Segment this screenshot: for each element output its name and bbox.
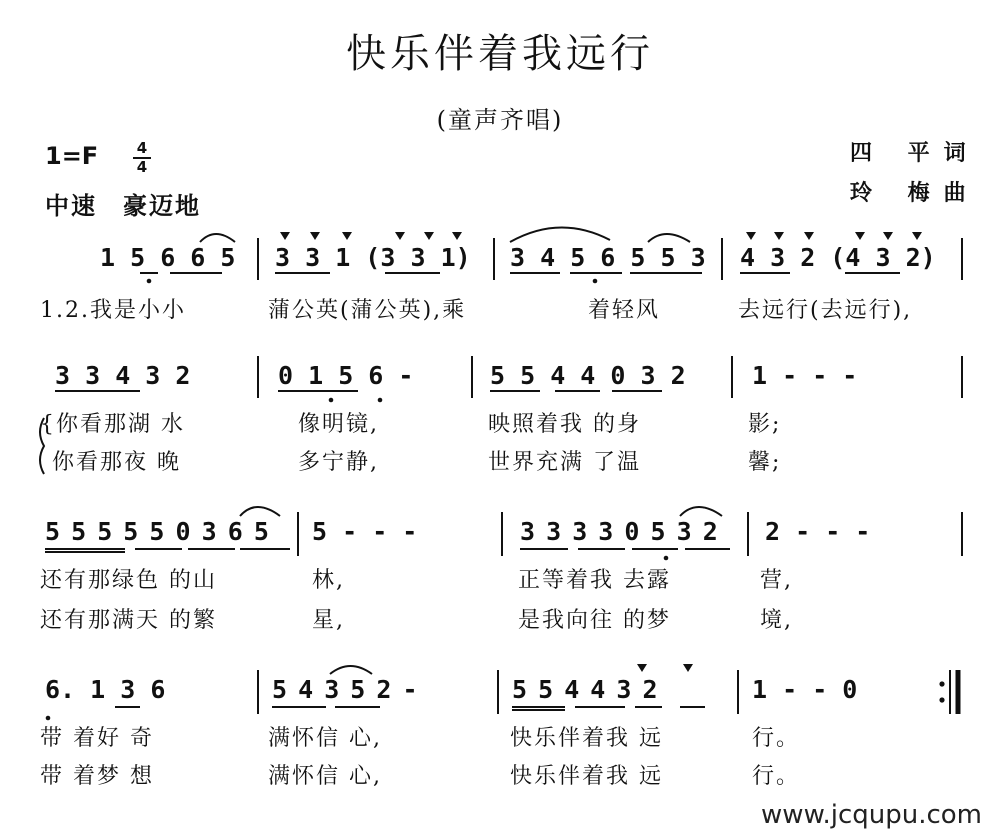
- lyric-line: 带 着好 奇: [40, 726, 154, 751]
- measure-11: 3 3 3 3 0 5 3 2: [520, 517, 716, 546]
- time-signature-top: 4: [136, 139, 148, 157]
- lyric-line: 境,: [760, 608, 793, 633]
- lyric-line: 满怀信 心,: [268, 764, 382, 789]
- lyric-line: 行。: [752, 764, 801, 789]
- tempo-marking: 中速 豪迈地: [45, 191, 201, 220]
- lyric-line: 快乐伴着我 远: [510, 764, 663, 789]
- notation-row-2: [0, 356, 1000, 396]
- lyric-line: 1.2.我是小小: [40, 298, 186, 323]
- time-signature-bottom: 4: [136, 158, 148, 176]
- measure-7: 5 5 4 4 0 3 2: [490, 361, 686, 390]
- lyric-line: 带 着梦 想: [40, 764, 154, 789]
- measure-5: 3 3 4 3 2: [55, 361, 191, 390]
- measure-4: 4 3 2 (4 3 2): [740, 243, 936, 272]
- lyric-line: 正等着我 去露: [518, 568, 671, 593]
- lyric-line: 林,: [312, 568, 345, 593]
- measure-8: 1 - - -: [752, 361, 858, 390]
- measure-3: 3 4 5 6 5 5 3: [510, 243, 706, 272]
- lyric-line: {你看那湖 水: [40, 412, 185, 437]
- measure-2: 3 3 1 (3 3 1): [275, 243, 471, 272]
- measure-14: 5 4 3 5 2 -: [272, 675, 416, 704]
- notation-row-4: [0, 670, 1000, 710]
- composer-credit: 玲 梅曲: [850, 180, 980, 206]
- lyric-line: 多宁静,: [298, 450, 379, 475]
- measure-15: 5 5 4 4 3 2: [512, 675, 656, 704]
- lyric-line: 像明镜,: [298, 412, 379, 437]
- measure-6: 0 1 5 6 -: [278, 361, 414, 390]
- lyric-line: 你看那夜 晚: [52, 450, 181, 475]
- measure-12: 2 - - -: [765, 517, 871, 546]
- measure-13: 6. 1 3 6: [45, 675, 166, 704]
- time-signature: [133, 141, 151, 175]
- notation-row-3: [0, 512, 1000, 552]
- measure-9: 5 5 5 5 5 0 3 6 5: [45, 517, 267, 546]
- lyricist-credit: 四 平词: [850, 140, 980, 166]
- site-watermark: www.jcqupu.com: [761, 800, 982, 830]
- song-title: 快乐伴着我远行: [346, 31, 654, 77]
- lyric-line: 映照着我 的身: [488, 412, 641, 437]
- lyric-line: 世界充满 了温: [488, 450, 641, 475]
- key-signature: 1=F: [45, 142, 99, 170]
- song-subtitle: (童声齐唱): [436, 106, 564, 134]
- lyric-line: 是我向往 的梦: [518, 608, 671, 633]
- lyric-line: 馨;: [748, 450, 782, 475]
- measure-16: 1 - - 0: [752, 675, 858, 704]
- lyric-line: 蒲公英(蒲公英),乘: [268, 298, 467, 323]
- lyric-line: 满怀信 心,: [268, 726, 382, 751]
- lyric-line: 去远行(去远行),: [738, 298, 913, 323]
- lyric-line: 营,: [760, 568, 793, 593]
- lyric-line: 着轻风: [588, 298, 661, 323]
- lyric-line: 影;: [748, 412, 782, 437]
- measure-10: 5 - - -: [312, 517, 418, 546]
- lyric-line: 星,: [312, 608, 345, 633]
- lyric-line: 行。: [752, 726, 801, 751]
- measure-1: 1 5 6 6 5: [100, 243, 236, 272]
- lyric-line: 快乐伴着我 远: [510, 726, 663, 751]
- notation-row-1: [0, 238, 1000, 278]
- lyric-line: 还有那绿色 的山: [40, 568, 217, 593]
- lyric-line: 还有那满天 的繁: [40, 608, 217, 633]
